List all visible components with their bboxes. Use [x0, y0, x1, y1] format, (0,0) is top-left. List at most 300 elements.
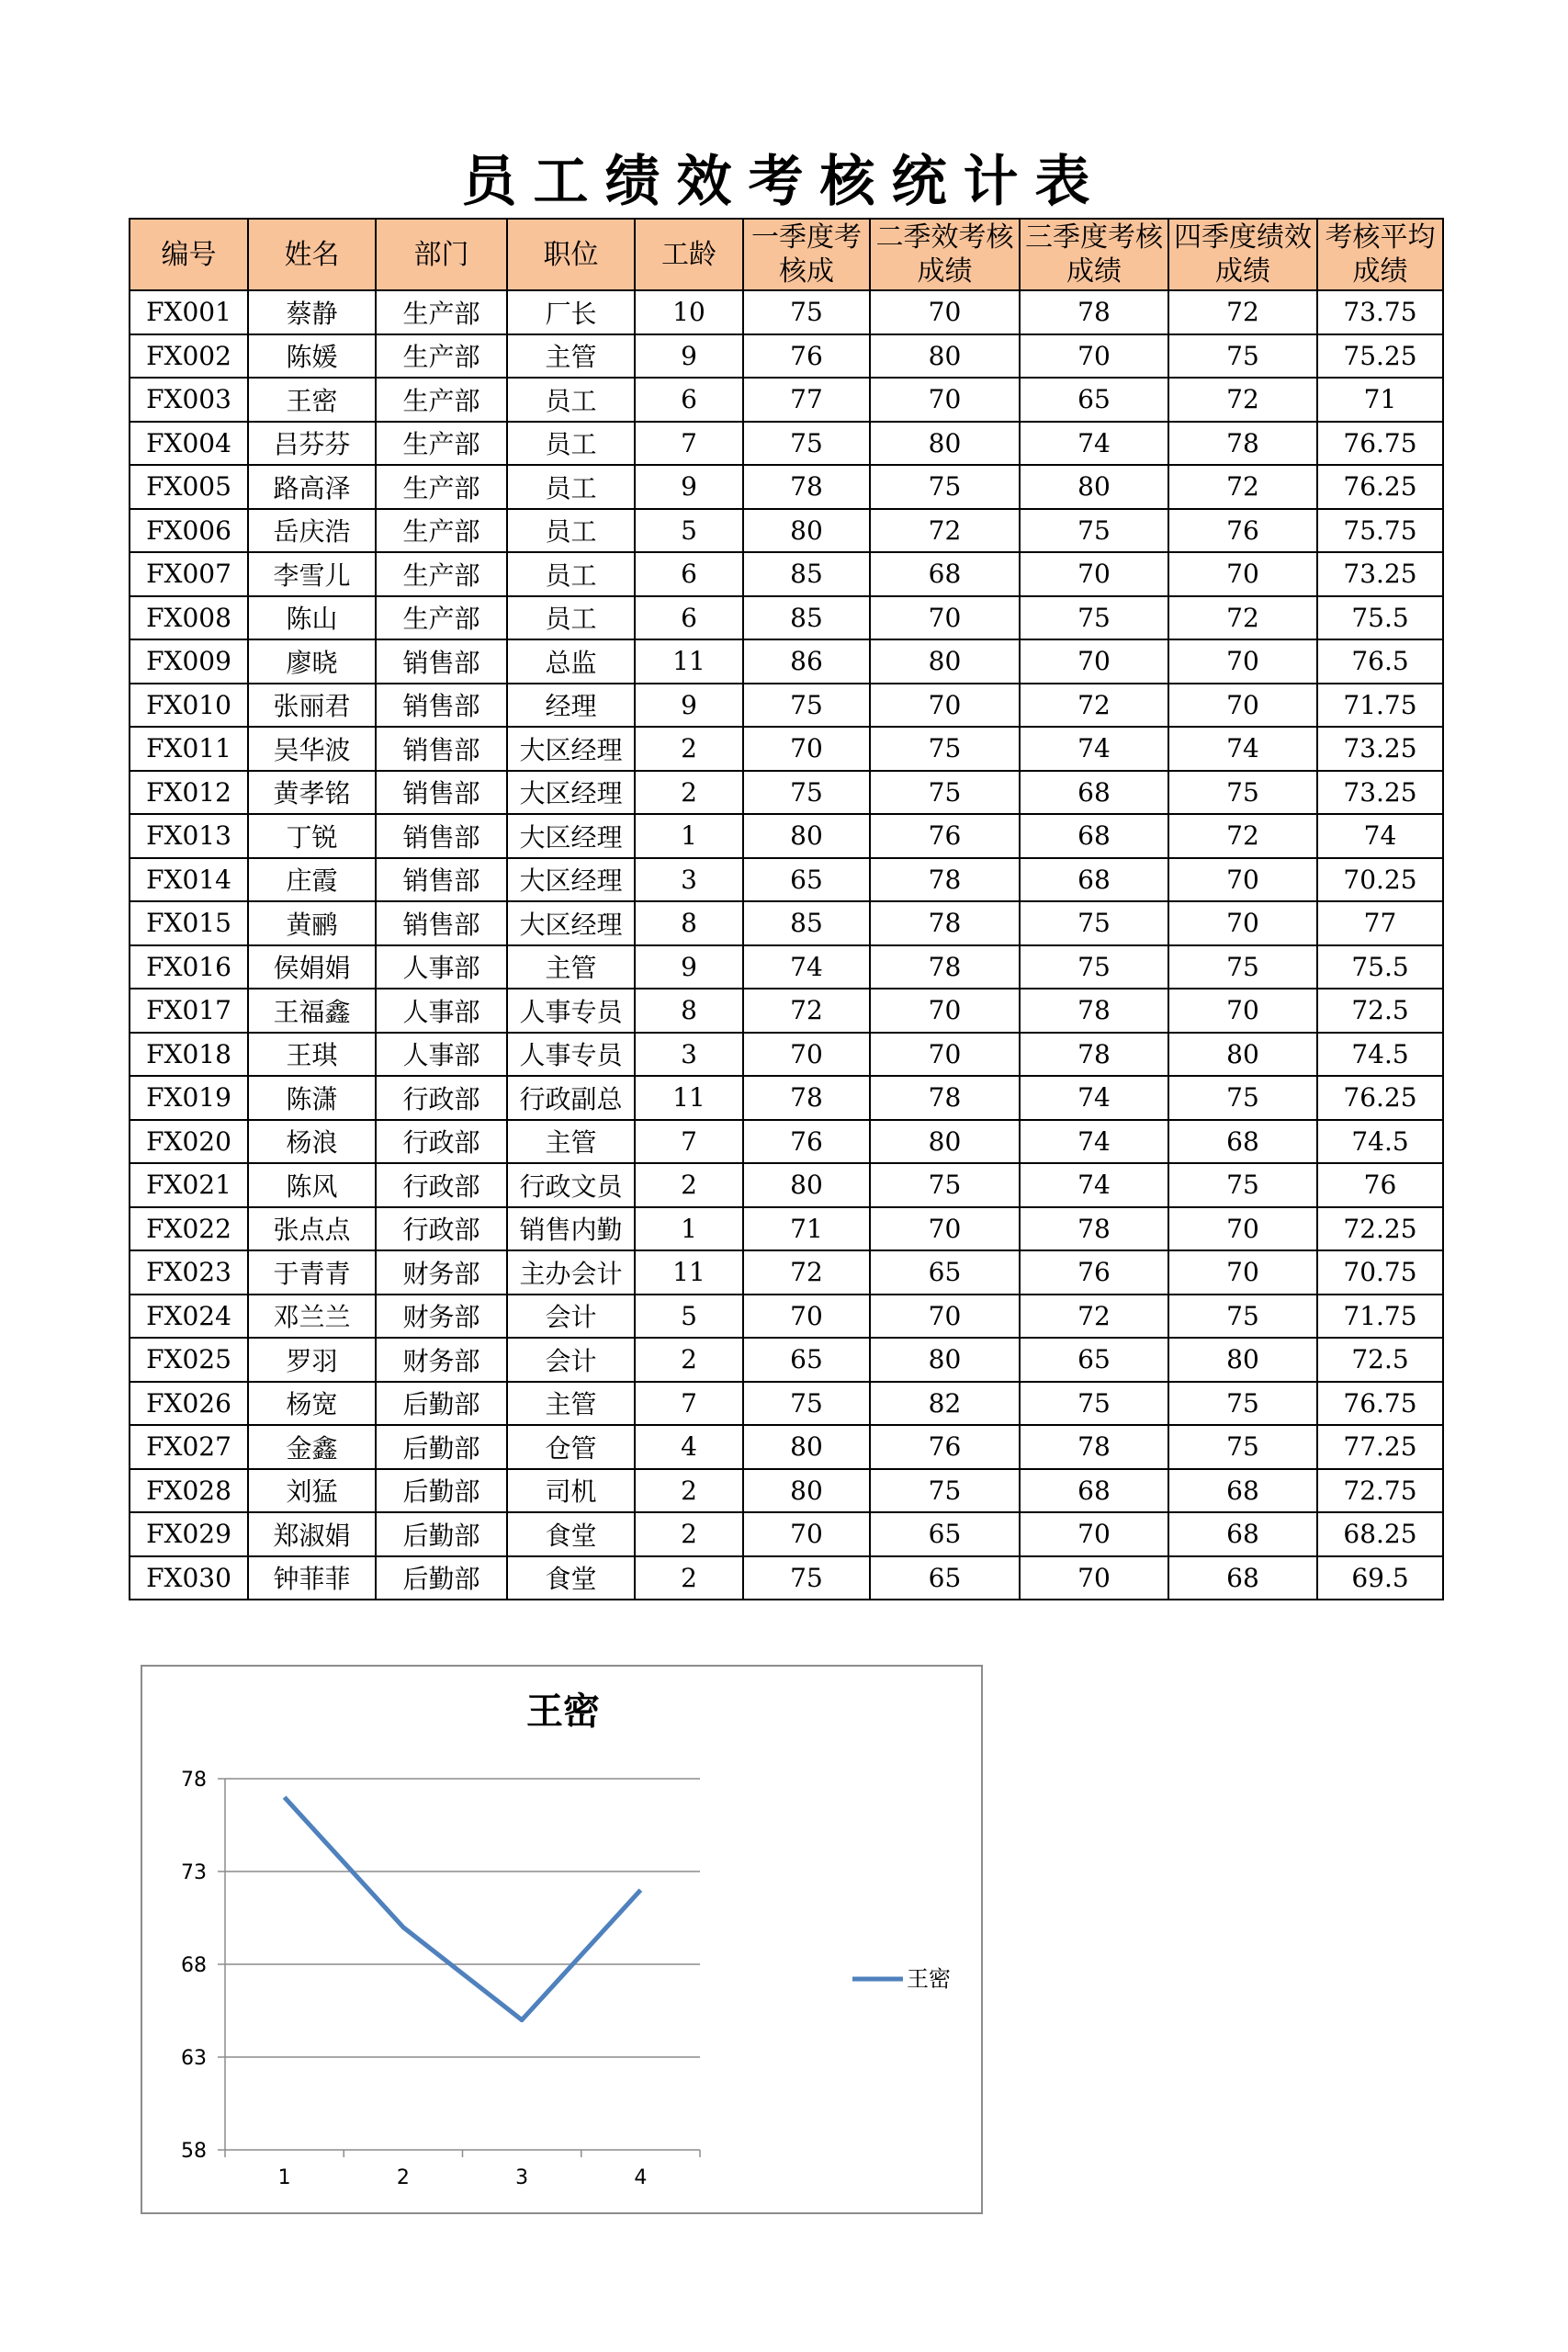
- table-cell: 财务部: [376, 1295, 507, 1339]
- table-row: [130, 727, 1443, 771]
- table-cell: 76.5: [1317, 639, 1443, 684]
- table-cell: 75: [1168, 1295, 1317, 1339]
- table-cell: 2: [635, 1338, 743, 1382]
- table-cell: 会计: [507, 1338, 635, 1382]
- table-cell: 路高泽: [248, 465, 376, 509]
- table-cell: 仓管: [507, 1425, 635, 1469]
- table-cell: 4: [635, 1425, 743, 1469]
- table-cell: 70: [743, 1512, 870, 1556]
- table-cell: FX012: [130, 771, 248, 815]
- table-cell: 70: [870, 684, 1020, 728]
- table-cell: 75: [1020, 901, 1168, 945]
- table-cell: 80: [743, 1469, 870, 1513]
- table-row: [130, 945, 1443, 989]
- table-row: [130, 771, 1443, 815]
- table-cell: FX029: [130, 1512, 248, 1556]
- table-cell: 74: [1020, 727, 1168, 771]
- y-tick-label: 58: [181, 2140, 207, 2163]
- table-cell: 行政部: [376, 1076, 507, 1120]
- table-cell: 行政部: [376, 1163, 507, 1207]
- table-cell: 员工: [507, 552, 635, 596]
- header-row: [130, 219, 1443, 290]
- table-cell: 销售部: [376, 727, 507, 771]
- table-cell: FX005: [130, 465, 248, 509]
- table-cell: 65: [870, 1512, 1020, 1556]
- table-cell: 生产部: [376, 290, 507, 334]
- table-cell: 大区经理: [507, 901, 635, 945]
- table-cell: 75: [870, 1469, 1020, 1513]
- table-cell: 71: [1317, 378, 1443, 422]
- table-row: [130, 465, 1443, 509]
- table-cell: 73.25: [1317, 727, 1443, 771]
- table-cell: 王密: [248, 378, 376, 422]
- table-cell: 销售部: [376, 639, 507, 684]
- line-chart: [141, 1665, 983, 2214]
- table-cell: 78: [1020, 1425, 1168, 1469]
- table-cell: 陈风: [248, 1163, 376, 1207]
- table-cell: 钟菲菲: [248, 1556, 376, 1600]
- table-cell: 74: [743, 945, 870, 989]
- table-cell: FX015: [130, 901, 248, 945]
- table-cell: 73.25: [1317, 552, 1443, 596]
- table-cell: 75: [743, 1382, 870, 1426]
- table-cell: 生产部: [376, 422, 507, 466]
- table-cell: 70: [743, 1295, 870, 1339]
- table-row: [130, 858, 1443, 902]
- table-cell: 总监: [507, 639, 635, 684]
- table-cell: 9: [635, 684, 743, 728]
- table-cell: 销售部: [376, 858, 507, 902]
- table-cell: 主管: [507, 1120, 635, 1164]
- table-cell: 2: [635, 1556, 743, 1600]
- column-header: 三季度考核成绩: [1020, 219, 1168, 290]
- table-row: [130, 290, 1443, 334]
- table-cell: 78: [743, 465, 870, 509]
- table-row: [130, 639, 1443, 684]
- table-cell: 75: [743, 684, 870, 728]
- table-cell: 68: [1168, 1512, 1317, 1556]
- table-cell: 72.25: [1317, 1207, 1443, 1251]
- table-cell: 78: [1020, 290, 1168, 334]
- x-tick-label: 3: [515, 2166, 529, 2189]
- table-cell: 生产部: [376, 334, 507, 379]
- table-cell: 65: [743, 858, 870, 902]
- table-cell: 杨浪: [248, 1120, 376, 1164]
- table-cell: 2: [635, 1469, 743, 1513]
- table-cell: 74: [1168, 727, 1317, 771]
- table-cell: 75: [743, 422, 870, 466]
- table-cell: 郑淑娟: [248, 1512, 376, 1556]
- table-cell: 杨宽: [248, 1382, 376, 1426]
- table-cell: 74.5: [1317, 1033, 1443, 1077]
- table-cell: 78: [870, 945, 1020, 989]
- table-cell: 76: [870, 1425, 1020, 1469]
- table-cell: 生产部: [376, 596, 507, 640]
- table-cell: 70: [1168, 858, 1317, 902]
- table-cell: 70: [870, 1295, 1020, 1339]
- table-cell: 70: [1020, 1512, 1168, 1556]
- table-row: [130, 334, 1443, 379]
- table-cell: 85: [743, 901, 870, 945]
- table-cell: 邓兰兰: [248, 1295, 376, 1339]
- table-cell: 11: [635, 639, 743, 684]
- table-cell: 78: [870, 858, 1020, 902]
- table-cell: 70: [1168, 684, 1317, 728]
- table-cell: 70: [1020, 334, 1168, 379]
- table-cell: 吴华波: [248, 727, 376, 771]
- table-cell: 生产部: [376, 378, 507, 422]
- table-cell: 77: [1317, 901, 1443, 945]
- table-cell: 后勤部: [376, 1512, 507, 1556]
- table-row: [130, 1207, 1443, 1251]
- table-cell: FX003: [130, 378, 248, 422]
- table-cell: 70: [1168, 552, 1317, 596]
- table-row: [130, 1076, 1443, 1120]
- table-cell: 68: [1168, 1556, 1317, 1600]
- table-cell: 71.75: [1317, 1295, 1443, 1339]
- table-cell: 78: [870, 1076, 1020, 1120]
- table-cell: 大区经理: [507, 771, 635, 815]
- table-cell: 生产部: [376, 465, 507, 509]
- table-cell: 68: [1020, 814, 1168, 858]
- table-cell: FX025: [130, 1338, 248, 1382]
- table-cell: FX030: [130, 1556, 248, 1600]
- table-cell: 黄孝铭: [248, 771, 376, 815]
- table-cell: FX017: [130, 989, 248, 1033]
- table-cell: 70: [1168, 989, 1317, 1033]
- table-cell: 75: [1020, 1382, 1168, 1426]
- table-cell: 80: [870, 422, 1020, 466]
- table-cell: 6: [635, 596, 743, 640]
- table-cell: 80: [870, 1338, 1020, 1382]
- table-cell: 76.25: [1317, 1076, 1443, 1120]
- table-cell: 7: [635, 1120, 743, 1164]
- table-cell: 食堂: [507, 1556, 635, 1600]
- table-cell: 72: [870, 509, 1020, 553]
- table-cell: 11: [635, 1076, 743, 1120]
- table-cell: 80: [870, 1120, 1020, 1164]
- table-cell: 人事专员: [507, 1033, 635, 1077]
- table-cell: 侯娟娟: [248, 945, 376, 989]
- table-cell: 9: [635, 465, 743, 509]
- table-cell: 78: [870, 901, 1020, 945]
- table-cell: FX021: [130, 1163, 248, 1207]
- series-line: [285, 1797, 641, 2019]
- table-cell: 销售内勤: [507, 1207, 635, 1251]
- x-tick-label: 1: [277, 2166, 291, 2189]
- table-cell: FX001: [130, 290, 248, 334]
- table-cell: 70.75: [1317, 1250, 1443, 1295]
- table-cell: 行政部: [376, 1207, 507, 1251]
- table-cell: 6: [635, 378, 743, 422]
- table-cell: 69.5: [1317, 1556, 1443, 1600]
- table-cell: 76.75: [1317, 1382, 1443, 1426]
- table-cell: 5: [635, 1295, 743, 1339]
- table-cell: 74: [1020, 422, 1168, 466]
- table-cell: FX018: [130, 1033, 248, 1077]
- table-cell: FX011: [130, 727, 248, 771]
- table-row: [130, 1382, 1443, 1426]
- table-cell: 72: [1020, 1295, 1168, 1339]
- table-cell: 70: [870, 989, 1020, 1033]
- table-cell: 71: [743, 1207, 870, 1251]
- table-cell: 2: [635, 771, 743, 815]
- table-cell: FX028: [130, 1469, 248, 1513]
- table-cell: 司机: [507, 1469, 635, 1513]
- y-tick-label: 68: [181, 1954, 207, 1977]
- table-cell: 76: [743, 334, 870, 379]
- table-cell: 71.75: [1317, 684, 1443, 728]
- table-cell: 吕芬芬: [248, 422, 376, 466]
- table-row: [130, 552, 1443, 596]
- table-cell: 销售部: [376, 684, 507, 728]
- table-cell: 72: [1168, 814, 1317, 858]
- table-cell: 75: [1168, 1382, 1317, 1426]
- table-cell: 行政部: [376, 1120, 507, 1164]
- table-cell: 行政副总: [507, 1076, 635, 1120]
- legend-label: 王密: [907, 1966, 951, 1992]
- table-cell: 岳庆浩: [248, 509, 376, 553]
- page-title: 员工绩效考核统计表: [461, 150, 1107, 214]
- table-cell: FX026: [130, 1382, 248, 1426]
- table-cell: 74: [1020, 1076, 1168, 1120]
- table-cell: 75: [1020, 945, 1168, 989]
- table-cell: 75.5: [1317, 596, 1443, 640]
- table-cell: 72.75: [1317, 1469, 1443, 1513]
- table-cell: 经理: [507, 684, 635, 728]
- table-cell: 员工: [507, 509, 635, 553]
- table-cell: 80: [1168, 1338, 1317, 1382]
- table-cell: 78: [1020, 1033, 1168, 1077]
- table-cell: FX010: [130, 684, 248, 728]
- table-cell: 68: [1020, 771, 1168, 815]
- table-cell: 75: [1020, 596, 1168, 640]
- x-tick-label: 2: [396, 2166, 410, 2189]
- column-header: 考核平均成绩: [1317, 219, 1443, 290]
- table-cell: 蔡静: [248, 290, 376, 334]
- table-cell: 3: [635, 858, 743, 902]
- table-cell: 65: [870, 1556, 1020, 1600]
- table-cell: 72: [743, 989, 870, 1033]
- y-tick-label: 73: [181, 1861, 207, 1884]
- table-cell: 1: [635, 814, 743, 858]
- table-cell: 82: [870, 1382, 1020, 1426]
- table-row: [130, 1338, 1443, 1382]
- table-cell: FX008: [130, 596, 248, 640]
- table-cell: 76.25: [1317, 465, 1443, 509]
- table-cell: 72: [743, 1250, 870, 1295]
- x-tick-label: 4: [634, 2166, 648, 2189]
- table-cell: 2: [635, 1163, 743, 1207]
- table-row: [130, 378, 1443, 422]
- table-cell: 75: [743, 1556, 870, 1600]
- table-cell: 80: [870, 639, 1020, 684]
- table-cell: 大区经理: [507, 727, 635, 771]
- table-row: [130, 596, 1443, 640]
- table-cell: 68: [1168, 1469, 1317, 1513]
- table-cell: 72: [1168, 378, 1317, 422]
- table-cell: 74: [1317, 814, 1443, 858]
- table-cell: 75.5: [1317, 945, 1443, 989]
- table-cell: 75: [743, 771, 870, 815]
- table-row: [130, 901, 1443, 945]
- table-cell: 75: [743, 290, 870, 334]
- table-cell: 75: [870, 771, 1020, 815]
- table-cell: 70: [870, 1207, 1020, 1251]
- table-cell: 77.25: [1317, 1425, 1443, 1469]
- table-cell: 11: [635, 1250, 743, 1295]
- table-cell: 9: [635, 334, 743, 379]
- table-cell: 78: [743, 1076, 870, 1120]
- table-cell: 主办会计: [507, 1250, 635, 1295]
- table-cell: 财务部: [376, 1250, 507, 1295]
- table-cell: 张丽君: [248, 684, 376, 728]
- table-cell: 72: [1168, 465, 1317, 509]
- table-cell: 75.75: [1317, 509, 1443, 553]
- table-cell: 75: [870, 727, 1020, 771]
- table-cell: 80: [1168, 1033, 1317, 1077]
- table-row: [130, 1033, 1443, 1077]
- table-cell: 2: [635, 727, 743, 771]
- table-cell: FX007: [130, 552, 248, 596]
- table-cell: 70: [870, 596, 1020, 640]
- table-cell: 于青青: [248, 1250, 376, 1295]
- table-row: [130, 422, 1443, 466]
- table-cell: 李雪儿: [248, 552, 376, 596]
- table-cell: 员工: [507, 378, 635, 422]
- table-cell: 人事专员: [507, 989, 635, 1033]
- table-cell: 生产部: [376, 509, 507, 553]
- table-cell: 3: [635, 1033, 743, 1077]
- table-cell: 70: [1168, 1207, 1317, 1251]
- table-cell: 75: [1020, 509, 1168, 553]
- table-cell: 75: [1168, 1076, 1317, 1120]
- table-cell: 75: [1168, 771, 1317, 815]
- table-cell: 刘猛: [248, 1469, 376, 1513]
- table-cell: FX019: [130, 1076, 248, 1120]
- table-cell: 2: [635, 1512, 743, 1556]
- table-cell: 5: [635, 509, 743, 553]
- table-row: [130, 1512, 1443, 1556]
- table-cell: 70: [870, 290, 1020, 334]
- table-cell: 人事部: [376, 1033, 507, 1077]
- table-cell: 主管: [507, 945, 635, 989]
- table-cell: 75.25: [1317, 334, 1443, 379]
- column-header: 一季度考核成: [743, 219, 870, 290]
- table-cell: FX014: [130, 858, 248, 902]
- table-cell: 人事部: [376, 989, 507, 1033]
- table-cell: 73.25: [1317, 771, 1443, 815]
- table-cell: FX009: [130, 639, 248, 684]
- performance-table: [129, 218, 1444, 1600]
- table-cell: 76: [1317, 1163, 1443, 1207]
- table-cell: 76: [1020, 1250, 1168, 1295]
- table-cell: 85: [743, 596, 870, 640]
- table-cell: 70: [743, 727, 870, 771]
- table-cell: 70: [1168, 1250, 1317, 1295]
- table-cell: 廖晓: [248, 639, 376, 684]
- table-row: [130, 814, 1443, 858]
- table-row: [130, 1556, 1443, 1600]
- table-row: [130, 989, 1443, 1033]
- table-cell: 人事部: [376, 945, 507, 989]
- table-cell: 68: [1020, 1469, 1168, 1513]
- table-cell: 68: [870, 552, 1020, 596]
- table-row: [130, 1295, 1443, 1339]
- table-cell: 76: [870, 814, 1020, 858]
- table-row: [130, 509, 1443, 553]
- table-cell: 65: [1020, 1338, 1168, 1382]
- table-cell: 78: [1020, 1207, 1168, 1251]
- table-cell: 大区经理: [507, 814, 635, 858]
- table-cell: 70: [870, 1033, 1020, 1077]
- table-cell: 8: [635, 989, 743, 1033]
- table-cell: 销售部: [376, 771, 507, 815]
- table-cell: 70: [1020, 552, 1168, 596]
- table-row: [130, 1425, 1443, 1469]
- table-cell: 70: [1020, 639, 1168, 684]
- table-cell: 65: [1020, 378, 1168, 422]
- table-cell: 后勤部: [376, 1556, 507, 1600]
- table-cell: 厂长: [507, 290, 635, 334]
- table-cell: FX013: [130, 814, 248, 858]
- table-cell: 财务部: [376, 1338, 507, 1382]
- table-cell: 张点点: [248, 1207, 376, 1251]
- table-cell: 70: [870, 378, 1020, 422]
- table-cell: 员工: [507, 465, 635, 509]
- table-body: [130, 290, 1443, 1600]
- table-cell: 1: [635, 1207, 743, 1251]
- table-cell: 72.5: [1317, 989, 1443, 1033]
- column-header: 部门: [376, 219, 507, 290]
- table-cell: 丁锐: [248, 814, 376, 858]
- table-cell: 7: [635, 422, 743, 466]
- y-tick-label: 63: [181, 2047, 207, 2070]
- table-cell: 80: [743, 509, 870, 553]
- table-cell: 72: [1168, 596, 1317, 640]
- table-cell: 73.75: [1317, 290, 1443, 334]
- table-cell: 65: [743, 1338, 870, 1382]
- table-cell: 74.5: [1317, 1120, 1443, 1164]
- table-cell: 80: [870, 334, 1020, 379]
- table-cell: 76: [743, 1120, 870, 1164]
- table-cell: 销售部: [376, 901, 507, 945]
- table-cell: 70: [1168, 639, 1317, 684]
- table-cell: 75: [1168, 1425, 1317, 1469]
- table-cell: 食堂: [507, 1512, 635, 1556]
- table-cell: 会计: [507, 1295, 635, 1339]
- table-cell: 7: [635, 1382, 743, 1426]
- table-cell: 10: [635, 290, 743, 334]
- table-row: [130, 1120, 1443, 1164]
- table-cell: 75: [1168, 1163, 1317, 1207]
- table-row: [130, 1469, 1443, 1513]
- table-cell: 74: [1020, 1163, 1168, 1207]
- table-cell: FX002: [130, 334, 248, 379]
- table-cell: FX004: [130, 422, 248, 466]
- table-cell: 80: [743, 1425, 870, 1469]
- table-cell: 6: [635, 552, 743, 596]
- table-cell: 70: [743, 1033, 870, 1077]
- table-cell: 75: [870, 465, 1020, 509]
- table-cell: 生产部: [376, 552, 507, 596]
- table-cell: 9: [635, 945, 743, 989]
- table-row: [130, 684, 1443, 728]
- column-header: 工龄: [635, 219, 743, 290]
- table-cell: 72: [1020, 684, 1168, 728]
- table-row: [130, 1250, 1443, 1295]
- y-tick-label: 78: [181, 1769, 207, 1792]
